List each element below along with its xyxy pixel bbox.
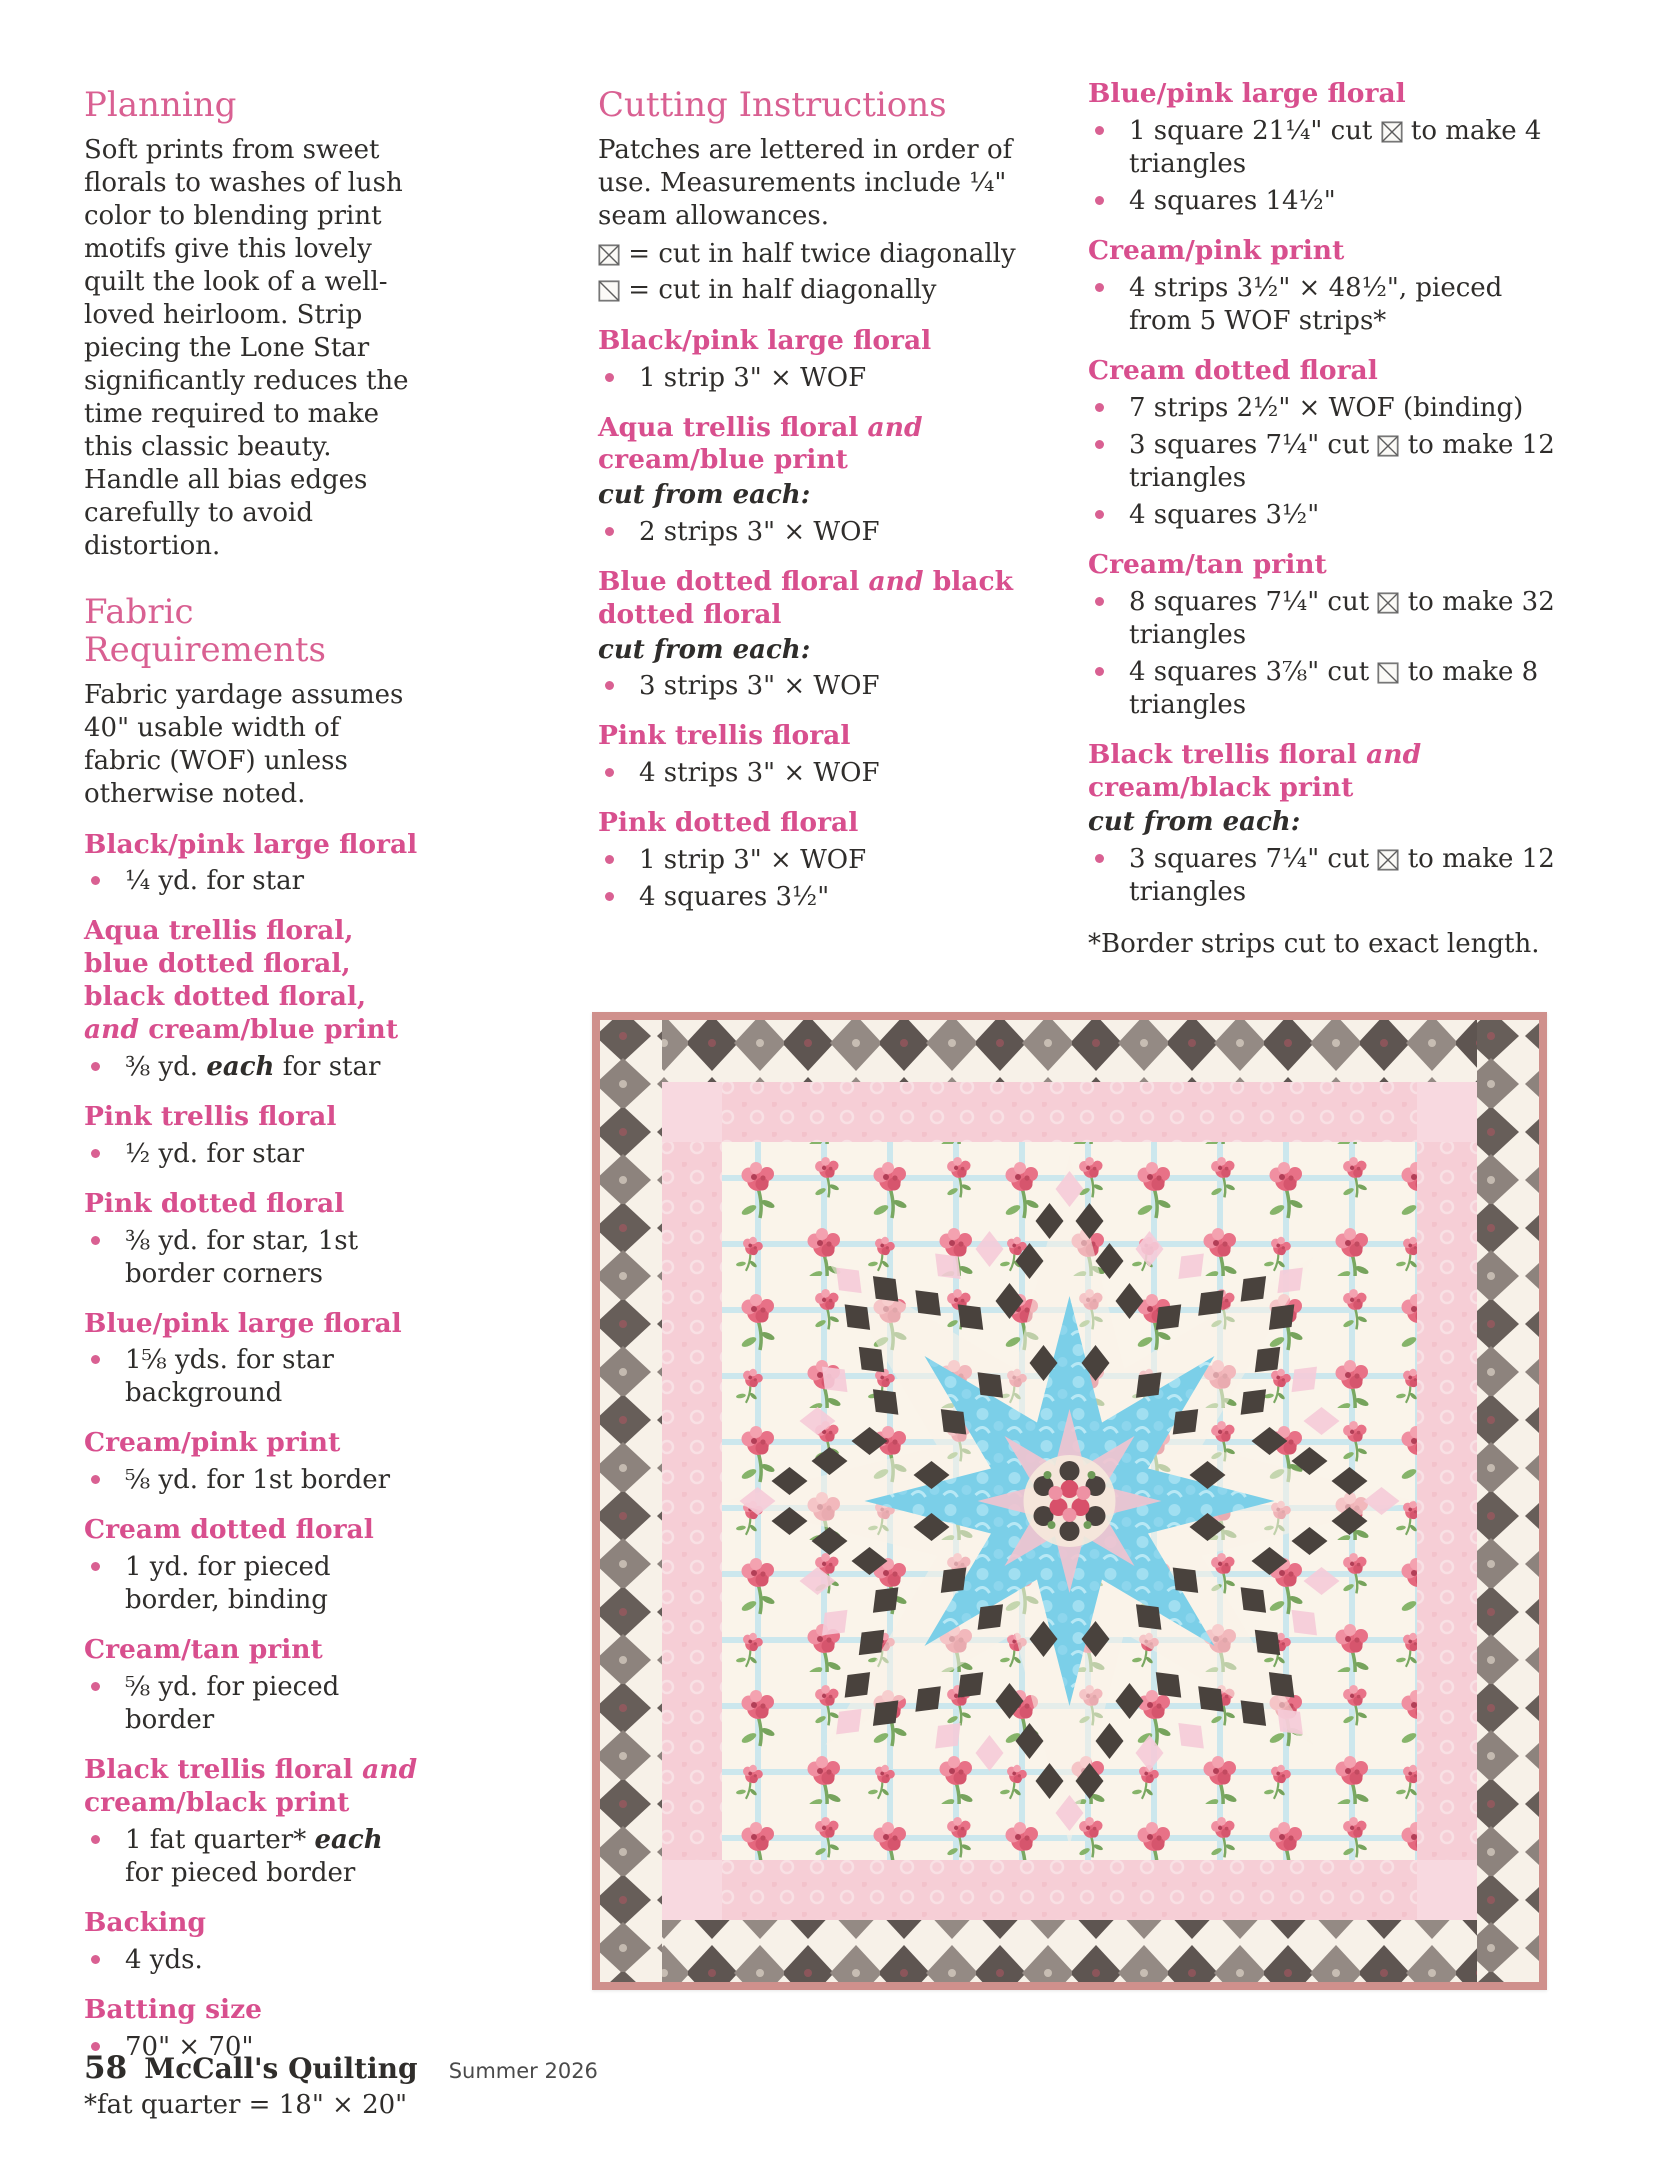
bullet-dot — [598, 670, 639, 703]
fabric-item — [84, 1308, 424, 1411]
bullet-dot — [84, 1344, 125, 1410]
cut-from-each-note: cut from each: — [598, 634, 811, 665]
bullet-item: 1 yd. for pieced border, binding — [84, 1551, 424, 1617]
cutting-section — [598, 325, 1053, 395]
quilt-photo — [592, 1012, 1547, 1990]
fabric-label: Cream/tan print — [84, 1634, 323, 1666]
cutting-label: Blue dotted floral and black dotted floral — [598, 565, 1013, 630]
cutting-column-right — [1088, 78, 1566, 985]
bullet-dot — [84, 1464, 125, 1497]
lone-star — [725, 1156, 1415, 1846]
bullet-item: ½ yd. for star — [84, 1138, 424, 1171]
cutting-section — [1088, 235, 1566, 338]
bullet-dot — [84, 1944, 125, 1977]
fabric-item — [84, 915, 424, 1083]
fabric-label: Cream dotted floral — [84, 1514, 374, 1546]
cut-twice-diagonally-icon — [598, 244, 620, 266]
bullet-dot — [84, 865, 125, 898]
fabric-item — [84, 1907, 424, 1977]
cut-twice-diagonally-icon — [1377, 435, 1399, 457]
cut-twice-diagonally-icon — [1377, 849, 1399, 871]
bullet-dot — [1088, 429, 1129, 495]
cut-from-each-note: cut from each: — [598, 480, 811, 511]
cut-once-diagonally-icon — [598, 280, 620, 302]
border-strips-footnote: *Border strips cut to exact length. — [1088, 928, 1540, 959]
bullet-dot — [598, 362, 639, 395]
fabric-label: Backing — [84, 1906, 206, 1938]
fabric-requirements-heading: Fabric Requirements — [84, 592, 327, 671]
bullet-item: ⅝ yd. for pieced border — [84, 1671, 424, 1737]
fabric-label: Batting size — [84, 1993, 263, 2025]
bullet-dot — [598, 516, 639, 549]
fabric-item — [84, 1101, 424, 1171]
cut-twice-diagonally-icon — [1381, 121, 1403, 143]
bullet-item: 4 squares 3½" — [598, 881, 1053, 914]
cutting-section — [598, 720, 1053, 790]
fabric-requirements-intro: Fabric yardage assumes 40" usable width of fabric (WOF) unless otherwise noted. — [84, 680, 404, 810]
fabric-label: Pink trellis floral — [84, 1100, 337, 1132]
cutting-label: Black trellis floral and cream/black print — [1088, 738, 1422, 803]
fabric-item — [84, 1634, 424, 1737]
fabric-item — [84, 1754, 424, 1890]
page-number: 58 — [84, 2050, 128, 2086]
bullet-dot — [1088, 185, 1129, 218]
fabric-item — [84, 1188, 424, 1291]
bullet-dot — [598, 844, 639, 877]
fat-quarter-footnote: *fat quarter = 18" × 20" — [84, 2089, 408, 2120]
cutting-intro: Patches are lettered in order of use. Measurements include ¼" seam allowances. — [598, 135, 1013, 232]
cutting-section — [598, 807, 1053, 914]
fabric-label: Pink dotted floral — [84, 1187, 345, 1219]
bullet-item: ⅜ yd. each for star — [84, 1051, 424, 1084]
cutting-section — [598, 412, 1053, 549]
bullet-item: 1 fat quarter* each for pieced border — [84, 1824, 424, 1890]
cutting-label: Pink trellis floral — [598, 720, 851, 752]
cutting-section — [1088, 78, 1566, 218]
bullet-item: 70" × 70" — [84, 2031, 424, 2064]
bullet-item: 3 squares 7¼" cut to make 12 triangles — [1088, 843, 1566, 909]
bullet-item: 7 strips 2½" × WOF (binding) — [1088, 392, 1566, 425]
bullet-dot — [1088, 115, 1129, 181]
bullet-item: 1⅝ yds. for star background — [84, 1344, 424, 1410]
bullet-dot — [1088, 656, 1129, 722]
bullet-dot — [1088, 392, 1129, 425]
bullet-dot — [598, 881, 639, 914]
cutting-column-left — [598, 86, 1053, 914]
star-center — [1024, 1455, 1116, 1547]
fabric-label: Black trellis floral and cream/black print — [84, 1754, 418, 1818]
bullet-item: 4 squares 3½" — [1088, 499, 1566, 532]
cutting-label: Aqua trellis floral and cream/blue print — [598, 411, 923, 476]
bullet-dot — [1088, 272, 1129, 338]
bullet-item: ¼ yd. for star — [84, 865, 424, 898]
bullet-item: 3 strips 3" × WOF — [598, 670, 1053, 703]
cutting-label: Black/pink large floral — [598, 324, 932, 356]
bullet-dot — [84, 1138, 125, 1171]
quilt-illustration — [592, 1012, 1547, 1990]
cutting-instructions-heading: Cutting Instructions — [598, 85, 947, 125]
bullet-dot — [598, 757, 639, 790]
bullet-dot — [84, 1225, 125, 1291]
cutting-section — [1088, 549, 1566, 722]
bullet-dot — [84, 1551, 125, 1617]
bullet-item: 4 squares 14½" — [1088, 185, 1566, 218]
page-footer — [84, 2050, 598, 2086]
planning-heading: Planning — [84, 85, 237, 125]
fabric-item — [84, 829, 424, 899]
fabric-label: Cream/pink print — [84, 1427, 341, 1459]
cut-once-legend: = cut in half diagonally — [598, 273, 1053, 307]
planning-body: Soft prints from sweet florals to washes of lush color to blending print motifs give this lovely quilt the look of a well-loved heirloom. Strip piecing the Lone Star significantly reduces the time required to make this classic beauty. Handle all bias edges carefully to avoid distortion. — [84, 135, 409, 562]
bullet-item: 3 squares 7¼" cut to make 12 triangles — [1088, 429, 1566, 495]
magazine-title: McCall's Quilting — [144, 2052, 418, 2085]
cutting-label: Cream/pink print — [1088, 234, 1345, 266]
cutting-label: Blue/pink large floral — [1088, 78, 1406, 109]
bullet-item: 2 strips 3" × WOF — [598, 516, 1053, 549]
cutting-section — [1088, 355, 1566, 532]
cut-twice-legend: = cut in half twice diagonally — [598, 237, 1053, 271]
cutting-label: Cream/tan print — [1088, 548, 1327, 580]
bullet-dot — [1088, 843, 1129, 909]
fabric-item — [84, 1514, 424, 1617]
cutting-section — [1088, 739, 1566, 909]
left-column — [84, 86, 424, 2146]
bullet-item: 4 strips 3½" × 48½", pieced from 5 WOF strips* — [1088, 272, 1566, 338]
fabric-label: Blue/pink large floral — [84, 1307, 402, 1339]
bullet-item: 1 square 21¼" cut to make 4 triangles — [1088, 115, 1566, 181]
bullet-item: 1 strip 3" × WOF — [598, 362, 1053, 395]
bullet-item: 4 strips 3" × WOF — [598, 757, 1053, 790]
bullet-dot — [1088, 499, 1129, 532]
cut-once-diagonally-icon — [1377, 662, 1399, 684]
bullet-item: ⅜ yd. for star, 1st border corners — [84, 1225, 424, 1291]
fabric-label: Black/pink large floral — [84, 828, 418, 860]
bullet-item: 1 strip 3" × WOF — [598, 844, 1053, 877]
bullet-item: 8 squares 7¼" cut to make 32 triangles — [1088, 586, 1566, 652]
fabric-item — [84, 1427, 424, 1497]
bullet-dot — [84, 1671, 125, 1737]
issue-label: Summer 2026 — [448, 2059, 598, 2083]
bullet-item: 4 squares 3⅞" cut to make 8 triangles — [1088, 656, 1566, 722]
bullet-dot — [1088, 586, 1129, 652]
bullet-item: 4 yds. — [84, 1944, 424, 1977]
bullet-dot — [84, 1824, 125, 1890]
cut-from-each-note: cut from each: — [1088, 807, 1301, 838]
cutting-label: Cream dotted floral — [1088, 354, 1378, 386]
cutting-label: Pink dotted floral — [598, 806, 859, 838]
cut-twice-diagonally-icon — [1377, 592, 1399, 614]
bullet-dot — [84, 1051, 125, 1084]
bullet-item: ⅝ yd. for 1st border — [84, 1464, 424, 1497]
fabric-label: Aqua trellis floral, blue dotted floral, black dotted floral, and cream/blue print — [84, 915, 399, 1045]
cutting-section — [598, 566, 1053, 703]
